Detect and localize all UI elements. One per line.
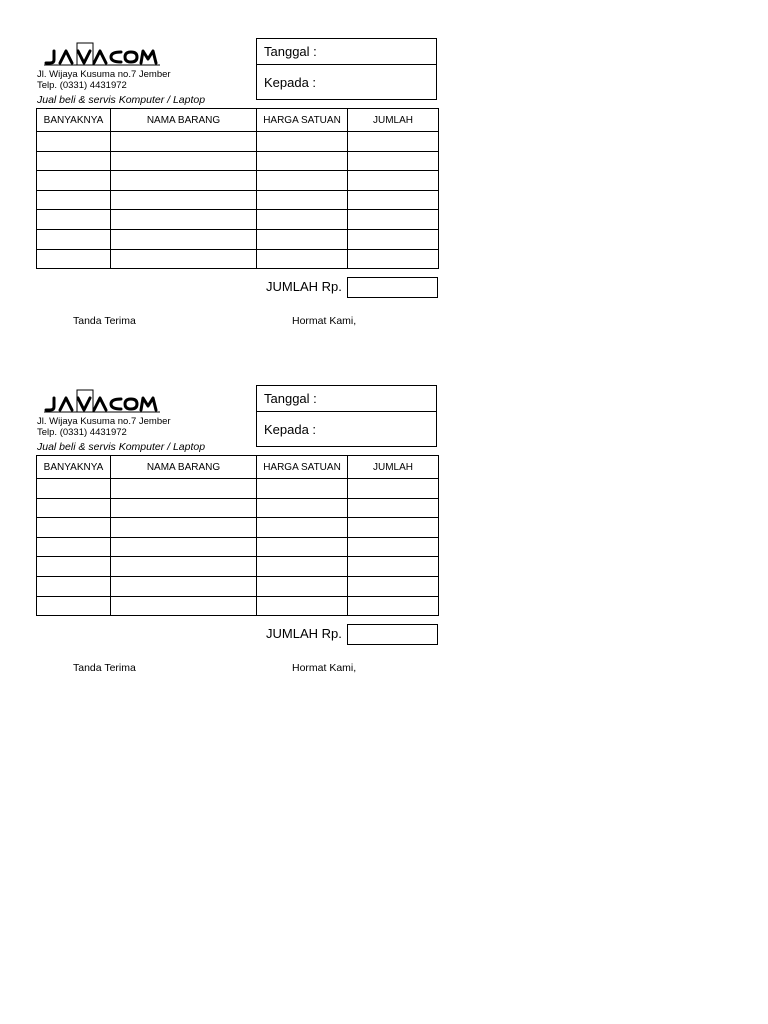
table-row xyxy=(37,171,439,191)
table-row xyxy=(37,479,439,499)
cell-item-name[interactable] xyxy=(111,171,257,191)
cell-amount[interactable] xyxy=(348,479,439,499)
cell-qty[interactable] xyxy=(37,518,111,538)
cell-amount[interactable] xyxy=(348,151,439,171)
table-row xyxy=(37,210,439,230)
cell-qty[interactable] xyxy=(37,171,111,191)
date-label: Tanggal : xyxy=(264,44,317,59)
column-header-unit-price: HARGA SATUAN xyxy=(257,109,348,132)
table-row xyxy=(37,498,439,518)
items-table xyxy=(36,108,439,269)
table-row xyxy=(37,596,439,616)
table-row xyxy=(37,249,439,269)
cell-item-name[interactable] xyxy=(111,190,257,210)
cell-amount[interactable] xyxy=(348,596,439,616)
cell-qty[interactable] xyxy=(37,190,111,210)
address-text: Jl. Wijaya Kusuma no.7 Jember xyxy=(37,69,171,80)
cell-item-name[interactable] xyxy=(111,151,257,171)
cell-qty[interactable] xyxy=(37,210,111,230)
phone-text: Telp. (0331) 4431972 xyxy=(37,80,127,91)
cell-qty[interactable] xyxy=(37,132,111,152)
javacom-logo xyxy=(44,389,160,415)
table-row xyxy=(37,557,439,577)
cell-qty[interactable] xyxy=(37,498,111,518)
cell-unit-price[interactable] xyxy=(257,151,348,171)
cell-item-name[interactable] xyxy=(111,210,257,230)
cell-amount[interactable] xyxy=(348,537,439,557)
table-row xyxy=(37,229,439,249)
cell-unit-price[interactable] xyxy=(257,479,348,499)
table-header-row xyxy=(37,456,439,479)
cell-unit-price[interactable] xyxy=(257,210,348,230)
cell-unit-price[interactable] xyxy=(257,229,348,249)
header-info-box xyxy=(256,38,437,100)
table-header-row xyxy=(37,109,439,132)
cell-qty[interactable] xyxy=(37,557,111,577)
table-row xyxy=(37,132,439,152)
cell-item-name[interactable] xyxy=(111,132,257,152)
cell-amount[interactable] xyxy=(348,132,439,152)
recipient-field[interactable] xyxy=(257,412,436,447)
cell-qty[interactable] xyxy=(37,249,111,269)
column-header-item-name: NAMA BARANG xyxy=(111,109,257,132)
regards-signature-label: Hormat Kami, xyxy=(292,315,357,327)
column-header-item-name: NAMA BARANG xyxy=(111,456,257,479)
table-row xyxy=(37,518,439,538)
total-amount-field[interactable] xyxy=(347,624,438,645)
cell-amount[interactable] xyxy=(348,171,439,191)
cell-qty[interactable] xyxy=(37,479,111,499)
cell-amount[interactable] xyxy=(348,249,439,269)
cell-unit-price[interactable] xyxy=(257,537,348,557)
cell-amount[interactable] xyxy=(348,190,439,210)
cell-amount[interactable] xyxy=(348,229,439,249)
cell-item-name[interactable] xyxy=(111,576,257,596)
cell-qty[interactable] xyxy=(37,537,111,557)
cell-qty[interactable] xyxy=(37,596,111,616)
cell-amount[interactable] xyxy=(348,210,439,230)
column-header-unit-price: HARGA SATUAN xyxy=(257,456,348,479)
total-label: JUMLAH Rp. xyxy=(266,279,342,294)
cell-unit-price[interactable] xyxy=(257,190,348,210)
cell-amount[interactable] xyxy=(348,518,439,538)
cell-item-name[interactable] xyxy=(111,557,257,577)
tagline-text: Jual beli & servis Komputer / Laptop xyxy=(37,441,206,453)
column-header-amount: JUMLAH xyxy=(348,456,439,479)
cell-item-name[interactable] xyxy=(111,537,257,557)
cell-item-name[interactable] xyxy=(111,518,257,538)
cell-unit-price[interactable] xyxy=(257,171,348,191)
column-header-amount: JUMLAH xyxy=(348,109,439,132)
cell-unit-price[interactable] xyxy=(257,557,348,577)
header-info-box xyxy=(256,385,437,447)
recipient-label: Kepada : xyxy=(264,422,317,437)
total-label: JUMLAH Rp. xyxy=(266,626,342,641)
column-header-qty: BANYAKNYA xyxy=(37,456,111,479)
cell-item-name[interactable] xyxy=(111,596,257,616)
table-row xyxy=(37,190,439,210)
table-row xyxy=(37,576,439,596)
cell-amount[interactable] xyxy=(348,498,439,518)
regards-signature-label: Hormat Kami, xyxy=(292,662,357,674)
cell-amount[interactable] xyxy=(348,576,439,596)
tagline-text: Jual beli & servis Komputer / Laptop xyxy=(37,94,206,106)
cell-qty[interactable] xyxy=(37,576,111,596)
cell-qty[interactable] xyxy=(37,229,111,249)
cell-item-name[interactable] xyxy=(111,498,257,518)
recipient-label: Kepada : xyxy=(264,75,317,90)
recipient-field[interactable] xyxy=(257,65,436,100)
received-signature-label: Tanda Terima xyxy=(73,315,136,327)
cell-unit-price[interactable] xyxy=(257,132,348,152)
received-signature-label: Tanda Terima xyxy=(73,662,136,674)
date-field[interactable] xyxy=(257,39,436,65)
cell-item-name[interactable] xyxy=(111,229,257,249)
total-amount-field[interactable] xyxy=(347,277,438,298)
cell-item-name[interactable] xyxy=(111,249,257,269)
table-row xyxy=(37,537,439,557)
cell-item-name[interactable] xyxy=(111,479,257,499)
items-table xyxy=(36,455,439,616)
address-text: Jl. Wijaya Kusuma no.7 Jember xyxy=(37,416,171,427)
javacom-logo xyxy=(44,42,160,68)
phone-text: Telp. (0331) 4431972 xyxy=(37,427,127,438)
receipt-form xyxy=(0,385,768,705)
cell-unit-price[interactable] xyxy=(257,498,348,518)
cell-amount[interactable] xyxy=(348,557,439,577)
cell-unit-price[interactable] xyxy=(257,596,348,616)
table-row xyxy=(37,151,439,171)
cell-unit-price[interactable] xyxy=(257,518,348,538)
receipt-form xyxy=(0,38,768,358)
cell-unit-price[interactable] xyxy=(257,576,348,596)
column-header-qty: BANYAKNYA xyxy=(37,109,111,132)
date-label: Tanggal : xyxy=(264,391,317,406)
cell-unit-price[interactable] xyxy=(257,249,348,269)
date-field[interactable] xyxy=(257,386,436,412)
cell-qty[interactable] xyxy=(37,151,111,171)
